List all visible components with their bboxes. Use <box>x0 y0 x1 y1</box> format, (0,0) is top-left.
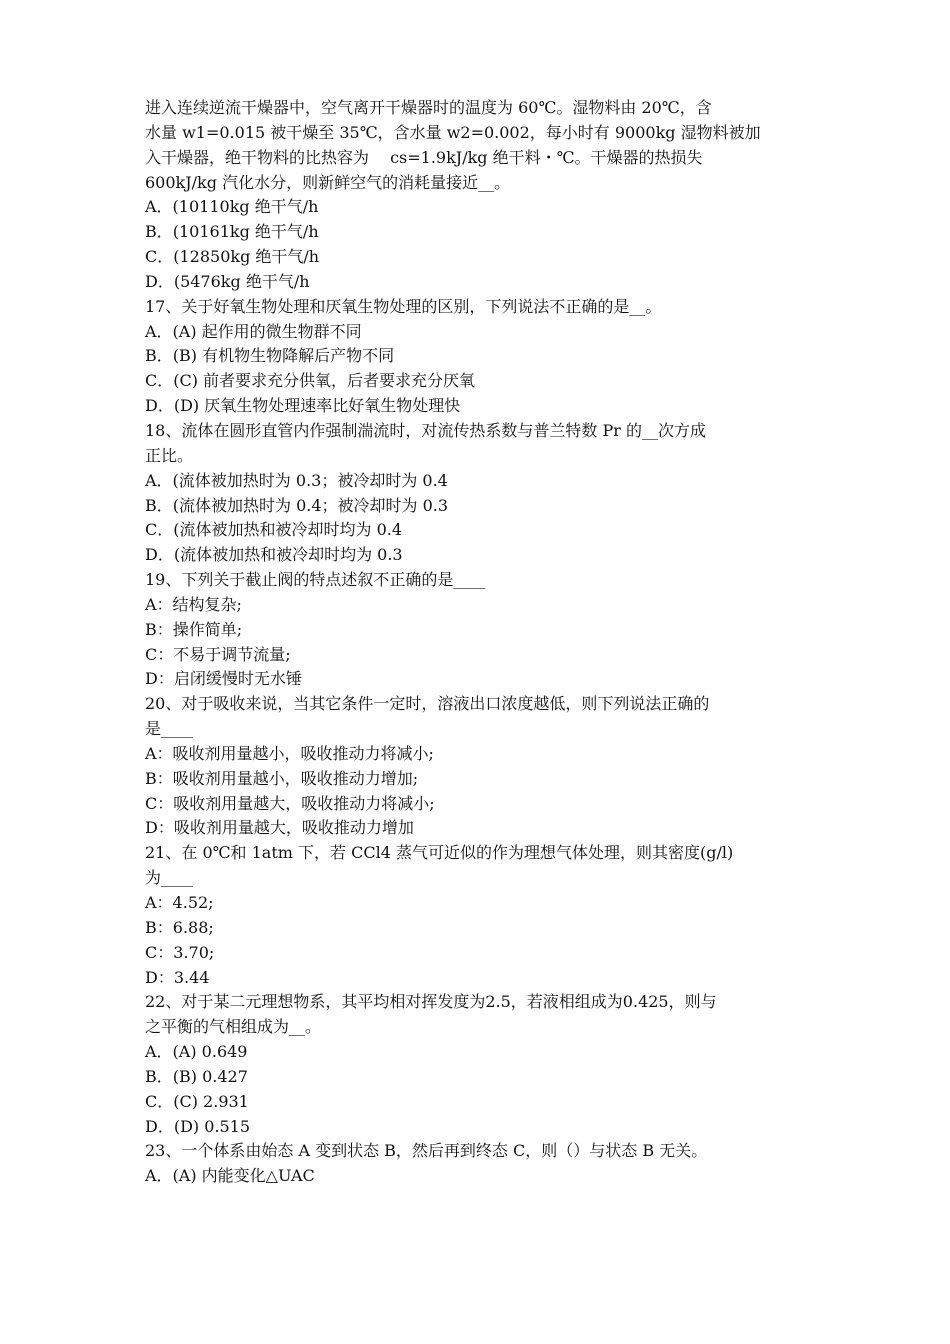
text-line: C．(C) 2.931 <box>145 1091 249 1111</box>
text-line: 是____ <box>145 719 194 739</box>
text-line: C：3.70; <box>145 942 215 962</box>
text-line: A．(A) 0.649 <box>145 1042 248 1062</box>
text-line: 600kJ/kg 汽化水分，则新鲜空气的消耗量接近__。 <box>145 172 511 192</box>
text-line: D．(流体被加热和被冷却时均为 0.3 <box>145 545 403 565</box>
text-line: A．(A) 起作用的微生物群不同 <box>145 321 362 341</box>
text-line: B．(10161kg 绝干气/h <box>145 222 319 242</box>
text-line: C．(流体被加热和被冷却时均为 0.4 <box>145 520 403 540</box>
text-line: C．(C) 前者要求充分供氧，后者要求充分厌氧 <box>145 371 476 391</box>
text-line: D：3.44 <box>145 967 210 987</box>
text-line: B：6.88; <box>145 917 214 937</box>
text-line: 入干燥器，绝干物料的比热容为 cs=1.9kJ/kg 绝干料・℃。干燥器的热损失 <box>145 147 703 167</box>
text-line: 为____ <box>145 868 194 888</box>
text-line: 23、一个体系由始态 A 变到状态 B，然后再到终态 C，则（）与状态 B 无关。 <box>145 1141 708 1161</box>
text-line: A．(A) 内能变化△UAC <box>145 1166 315 1186</box>
text-line: C：吸收剂用量越大，吸收推动力将减小; <box>145 793 435 813</box>
text-line: C．(12850kg 绝干气/h <box>145 247 320 267</box>
text-line: 之平衡的气相组成为__。 <box>145 1017 322 1037</box>
text-line: D．(5476kg 绝干气/h <box>145 271 310 291</box>
text-line: 22、对于某二元理想物系，其平均相对挥发度为2.5，若液相组成为0.425，则与 <box>145 992 717 1012</box>
text-line: A．(流体被加热时为 0.3；被冷却时为 0.4 <box>145 470 448 490</box>
text-line: D：启闭缓慢时无水锤 <box>145 669 302 689</box>
text-line: B．(流体被加热时为 0.4；被冷却时为 0.3 <box>145 495 449 515</box>
text-line: 进入连续逆流干燥器中，空气离开干燥器时的温度为 60℃。湿物料由 20℃，含 <box>145 98 712 117</box>
text-line: D：吸收剂用量越大，吸收推动力增加 <box>145 818 414 838</box>
text-line: 21、在 0℃和 1atm 下，若 CCl4 蒸气可近似的作为理想气体处理，则其密度(g/l) <box>145 843 734 863</box>
text-line: A：结构复杂; <box>145 594 242 614</box>
text-line: 17、关于好氧生物处理和厌氧生物处理的区别，下列说法不正确的是__。 <box>145 296 662 316</box>
text-line: A：4.52; <box>145 893 214 912</box>
text-line: 正比。 <box>145 445 194 465</box>
text-line: 18、流体在圆形直管内作强制湍流时，对流传热系数与普兰特数 Pr 的__次方成 <box>145 420 706 440</box>
text-line: B：操作简单; <box>145 619 243 639</box>
text-line: B．(B) 有机物生物降解后产物不同 <box>145 346 395 366</box>
text-line: A．(10110kg 绝干气/h <box>145 197 319 217</box>
text-line: B．(B) 0.427 <box>145 1066 248 1086</box>
text-line: C：不易于调节流量; <box>145 644 291 664</box>
text-line: B：吸收剂用量越小，吸收推动力增加; <box>145 768 419 788</box>
document-body <box>145 96 815 1189</box>
text-line: D．(D) 0.515 <box>145 1116 251 1136</box>
text-line: 水量 w1=0.015 被干燥至 35℃，含水量 w2=0.002，每小时有 9000kg 湿物料被加 <box>145 122 761 142</box>
text-line: 20、对于吸收来说，当其它条件一定时，溶液出口浓度越低，则下列说法正确的 <box>145 694 710 714</box>
text-line: A：吸收剂用量越小，吸收推动力将减小; <box>145 743 434 763</box>
text-line: 19、下列关于截止阀的特点述叙不正确的是____ <box>145 570 486 590</box>
text-line: D．(D) 厌氧生物处理速率比好氧生物处理快 <box>145 396 461 416</box>
